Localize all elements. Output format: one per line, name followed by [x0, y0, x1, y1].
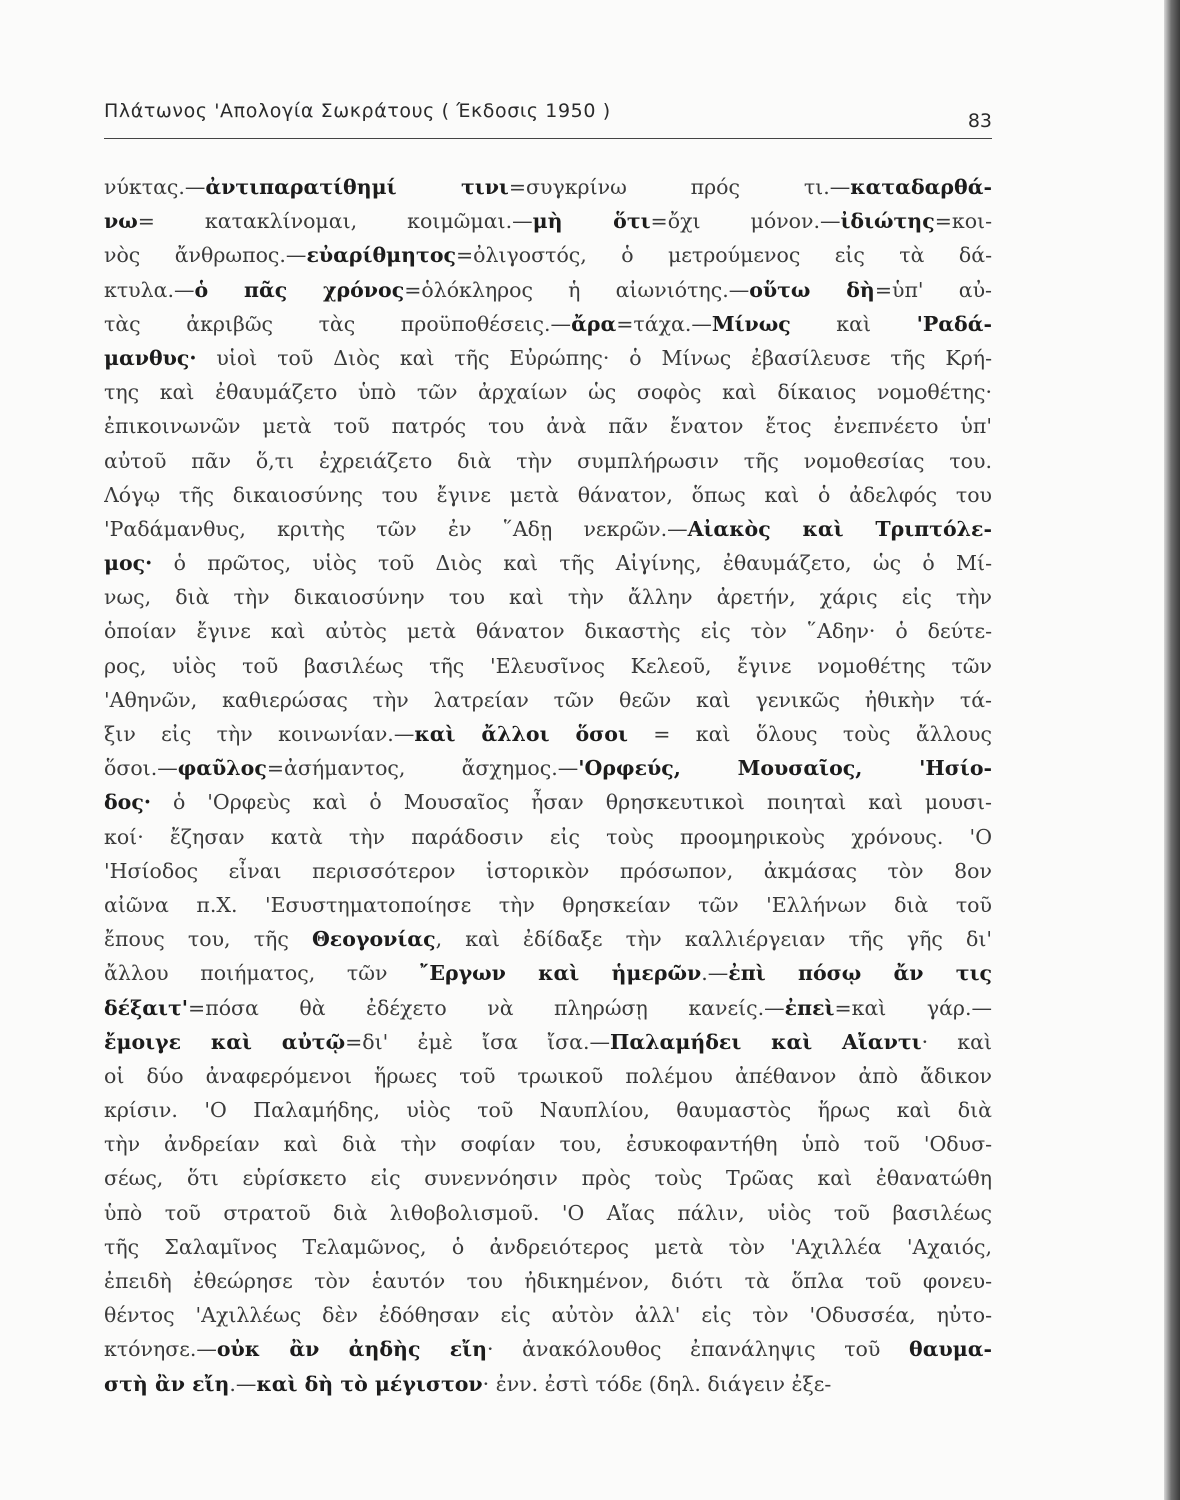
gloss-text: =τάχα.—	[616, 311, 712, 336]
gloss-text: υἱοὶ τοῦ Διὸς καὶ τῆς Εὐρώπης· ὁ Μίνως ἐβασίλευσε τῆς Κρή-	[196, 345, 992, 370]
lemma-term: ῎Εργων καὶ ἡμερῶν	[419, 961, 702, 986]
lemma-term: ἰδιώτης	[840, 209, 935, 234]
lemma-term: εὐαρίθμητος	[306, 243, 456, 268]
lemma-term: καὶ δὴ τὸ μέγιστον	[256, 1371, 483, 1396]
text-line	[104, 1161, 992, 1195]
text-line	[104, 170, 992, 204]
lemma-term: μὴ ὅτι	[532, 209, 651, 234]
text-line	[104, 785, 992, 819]
gloss-text: κοί· ἔζησαν κατὰ τὴν παράδοσιν εἰς τοὺς προομηρικοὺς χρόνους. 'Ο	[104, 824, 992, 849]
text-line	[104, 683, 992, 717]
text-line	[104, 854, 992, 888]
gloss-text: .—	[701, 961, 729, 986]
lemma-term: ἔμοιγε καὶ αὐτῷ	[104, 1029, 346, 1054]
gloss-text: 'Ησίοδος εἶναι περισσότερον ἱστορικὸν πρόσωπον, ἀκμάσας τὸν 8ον	[104, 858, 992, 883]
lemma-term: ἐπεὶ	[784, 995, 835, 1020]
page-header	[104, 96, 992, 142]
gloss-text: , καὶ ἐδίδαξε τὴν καλλιέργειαν τῆς γῆς δι'	[435, 927, 992, 952]
gloss-text: .—	[229, 1371, 257, 1396]
gloss-text: =ὁλόκληρος ἡ αἰωνιότης.—	[404, 277, 750, 302]
lemma-term: δέξαιτ'	[104, 995, 189, 1020]
text-line	[104, 1025, 992, 1059]
lemma-term: καταδαρθά-	[850, 175, 992, 199]
text-line	[104, 1367, 992, 1401]
gloss-text: ἄλλου ποιήματος, τῶν	[104, 961, 420, 986]
gloss-text: οἱ δύο ἀναφερόμενοι ἥρωες τοῦ τρωικοῦ πολέμου ἀπέθανον ἀπὸ ἄδικον	[104, 1063, 992, 1088]
gloss-text: αὐτοῦ πᾶν ὅ,τι ἐχρειάζετο διὰ τὴν συμπλήρωσιν τῆς νομοθεσίας του.	[104, 448, 992, 473]
lemma-term: οὐκ ἂν ἀηδὴς εἴη	[216, 1337, 487, 1362]
lemma-term: νω	[104, 209, 138, 234]
gloss-text: 'Αθηνῶν, καθιερώσας τὴν λατρείαν τῶν θεῶν καὶ γενικῶς ἠθικὴν τά-	[104, 687, 992, 712]
lemma-term: δος·	[104, 790, 151, 815]
gloss-text: =πόσα θὰ ἐδέχετο νὰ πληρώσῃ κανείς.—	[188, 995, 785, 1020]
lemma-term: ὁ πᾶς χρόνος	[194, 277, 405, 302]
gloss-text: ἔπους του, τῆς	[104, 927, 312, 952]
gloss-text: = καὶ ὅλους τοὺς ἄλλους	[627, 722, 992, 746]
text-line	[104, 649, 992, 683]
gloss-text: =ἀσήμαντος, ἄσχημος.—	[266, 756, 579, 781]
text-line	[104, 444, 992, 478]
gloss-text: τὴν ἀνδρείαν καὶ διὰ τὴν σοφίαν του, ἐσυκοφαντήθη ὑπὸ τοῦ 'Οδυσ-	[104, 1132, 992, 1157]
lemma-term: ἄρα	[571, 311, 617, 336]
gloss-text: · καὶ	[921, 1029, 992, 1054]
gloss-text: =ὄχι μόνον.—	[650, 209, 841, 234]
gloss-text: νὸς ἄνθρωπος.—	[104, 243, 307, 268]
text-line	[104, 956, 992, 990]
gloss-text: ὑπὸ τοῦ στρατοῦ διὰ λιθοβολισμοῦ. 'Ο Αἴας πάλιν, υἱὸς τοῦ βασιλέως	[104, 1200, 992, 1225]
page-number: 83	[967, 110, 992, 132]
gloss-text: · ἐνν. ἐστὶ τόδε (δηλ. διάγειν ἐξε-	[482, 1371, 832, 1396]
text-line	[104, 751, 992, 785]
gloss-text: =καὶ γάρ.—	[834, 995, 992, 1020]
lemma-term: Παλαμήδει καὶ Αἴαντι	[610, 1029, 922, 1054]
lemma-term: ἐπὶ πόσῳ ἄν τις	[728, 961, 992, 986]
text-line	[104, 1332, 992, 1366]
gloss-text: ἐπειδὴ ἐθεώρησε τὸν ἑαυτόν του ἠδικημένον, διότι τὰ ὅπλα τοῦ φονευ-	[104, 1269, 992, 1293]
text-line	[104, 375, 992, 409]
text-line	[104, 1059, 992, 1093]
text-line	[104, 546, 992, 580]
text-line	[104, 580, 992, 614]
text-line	[104, 1230, 992, 1264]
gloss-text: =κοι-	[934, 209, 992, 234]
gloss-text: =δι' ἐμὲ ἴσα ἴσα.—	[345, 1029, 611, 1054]
gloss-text: κτόνησε.—	[104, 1337, 217, 1362]
text-line	[104, 614, 992, 648]
lemma-term: μανθυς·	[104, 345, 197, 370]
lemma-term: 'Ραδά-	[916, 311, 992, 336]
text-line	[104, 341, 992, 375]
gloss-text: · ἀνακόλουθος ἐπανάληψις τοῦ	[486, 1337, 910, 1362]
gloss-text: τὰς ἀκριβῶς τὰς προϋποθέσεις.—	[104, 311, 572, 336]
gloss-text: θέντος 'Αχιλλέως δὲν ἐδόθησαν εἰς αὐτὸν ἀλλ' εἰς τὸν 'Οδυσσέα, ηὐτο-	[104, 1303, 992, 1328]
gloss-text: ὅσοι.—	[104, 756, 178, 781]
lemma-term: Αἰακὸς καὶ Τριπτόλε-	[687, 516, 992, 541]
lemma-term: 'Ορφεύς, Μουσαῖος, 'Ησίο-	[578, 756, 992, 781]
text-line	[104, 888, 992, 922]
text-line	[104, 204, 992, 238]
gloss-text: =συγκρίνω πρός τι.—	[508, 175, 851, 199]
gloss-text: νύκτας.—	[104, 175, 206, 199]
gloss-text: νως, διὰ τὴν δικαιοσύνην του καὶ τὴν ἄλλην ἀρετήν, χάρις εἰς τὴν	[104, 585, 992, 610]
gloss-text: κτυλα.—	[104, 277, 195, 302]
gloss-text: τῆς Σαλαμῖνος Τελαμῶνος, ὁ ἀνδρειότερος μετὰ τὸν 'Αχιλλέα 'Αχαιός,	[104, 1234, 992, 1259]
gloss-text: ὁ πρῶτος, υἱὸς τοῦ Διὸς καὶ τῆς Αἰγίνης, ἐθαυμάζετο, ὡς ὁ Μί-	[152, 551, 992, 576]
gloss-text: 'Ραδάμανθυς, κριτὴς τῶν ἐν ῞Αδῃ νεκρῶν.—	[104, 516, 688, 541]
gloss-text: ξιν εἰς τὴν κοινωνίαν.—	[104, 722, 415, 746]
gloss-text: σέως, ὅτι εὑρίσκετο εἰς συνεννόησιν πρὸς τοὺς Τρῶας καὶ ἐθανατώθη	[104, 1166, 992, 1191]
gloss-text: καὶ	[790, 311, 917, 336]
gloss-text: ρος, υἱὸς τοῦ βασιλέως τῆς 'Ελευσῖνος Κελεοῦ, ἔγινε νομοθέτης τῶν	[104, 653, 992, 678]
lemma-term: οὕτω δὴ	[749, 277, 875, 302]
lemma-term: φαῦλος	[177, 756, 267, 781]
gloss-text: = κατακλίνομαι, κοιμῶμαι.—	[137, 209, 533, 234]
gloss-text: =ὑπ' αὐ-	[874, 277, 992, 302]
gloss-text: κρίσιν. 'Ο Παλαμήδης, υἱὸς τοῦ Ναυπλίου, θαυμαστὸς ἥρως καὶ διὰ	[104, 1098, 992, 1123]
lemma-term: ἀντιπαρατίθημί τινι	[205, 175, 509, 199]
text-line	[104, 238, 992, 272]
text-line	[104, 273, 992, 307]
gloss-text: =ὀλιγοστός, ὁ μετρούμενος εἰς τὰ δά-	[455, 243, 992, 268]
gloss-text: της καὶ ἐθαυμάζετο ὑπὸ τῶν ἀρχαίων ὡς σοφὸς καὶ δίκαιος νομοθέτης·	[104, 380, 992, 405]
text-line	[104, 1196, 992, 1230]
text-line	[104, 991, 992, 1025]
gloss-text: ὁ 'Ορφεὺς καὶ ὁ Μουσαῖος ἦσαν θρησκευτικοὶ ποιηταὶ καὶ μουσι-	[150, 790, 992, 815]
lemma-term: θαυμα-	[909, 1337, 992, 1362]
text-line	[104, 717, 992, 751]
text-line	[104, 1127, 992, 1161]
lemma-term: Μίνως	[711, 311, 791, 336]
text-line	[104, 1264, 992, 1298]
lemma-term: στὴ ἂν εἴη	[104, 1371, 230, 1396]
gloss-text: ὁποίαν ἔγινε καὶ αὐτὸς μετὰ θάνατον δικαστὴς εἰς τὸν ῞Αδην· ὁ δεύτε-	[104, 619, 992, 644]
text-line	[104, 478, 992, 512]
lemma-term: Θεογονίας	[311, 927, 436, 952]
text-line	[104, 1298, 992, 1332]
text-line	[104, 820, 992, 854]
gloss-text: αἰῶνα π.Χ. 'Εσυστηματοποίησε τὴν θρησκείαν τῶν 'Ελλήνων διὰ τοῦ	[104, 892, 992, 917]
text-line	[104, 409, 992, 443]
gloss-text: ἐπικοινωνῶν μετὰ τοῦ πατρός του ἀνὰ πᾶν ἔνατον ἔτος ἐνεπνέετο ὑπ'	[104, 414, 992, 439]
gloss-text: Λόγῳ τῆς δικαιοσύνης του ἔγινε μετὰ θάνατον, ὅπως καὶ ὁ ἀδελφός του	[104, 482, 992, 507]
header-rule	[104, 138, 992, 139]
lemma-term: μος·	[104, 551, 153, 576]
body-text	[104, 170, 992, 1401]
text-line	[104, 512, 992, 546]
text-line	[104, 1093, 992, 1127]
text-line	[104, 307, 992, 341]
page-edge-shadow	[1164, 0, 1180, 1500]
running-title: Πλάτωνος 'Απολογία Σωκράτους ( Έκδοσις 1950 )	[104, 100, 611, 122]
lemma-term: καὶ ἄλλοι ὅσοι	[414, 722, 628, 746]
text-line	[104, 922, 992, 956]
